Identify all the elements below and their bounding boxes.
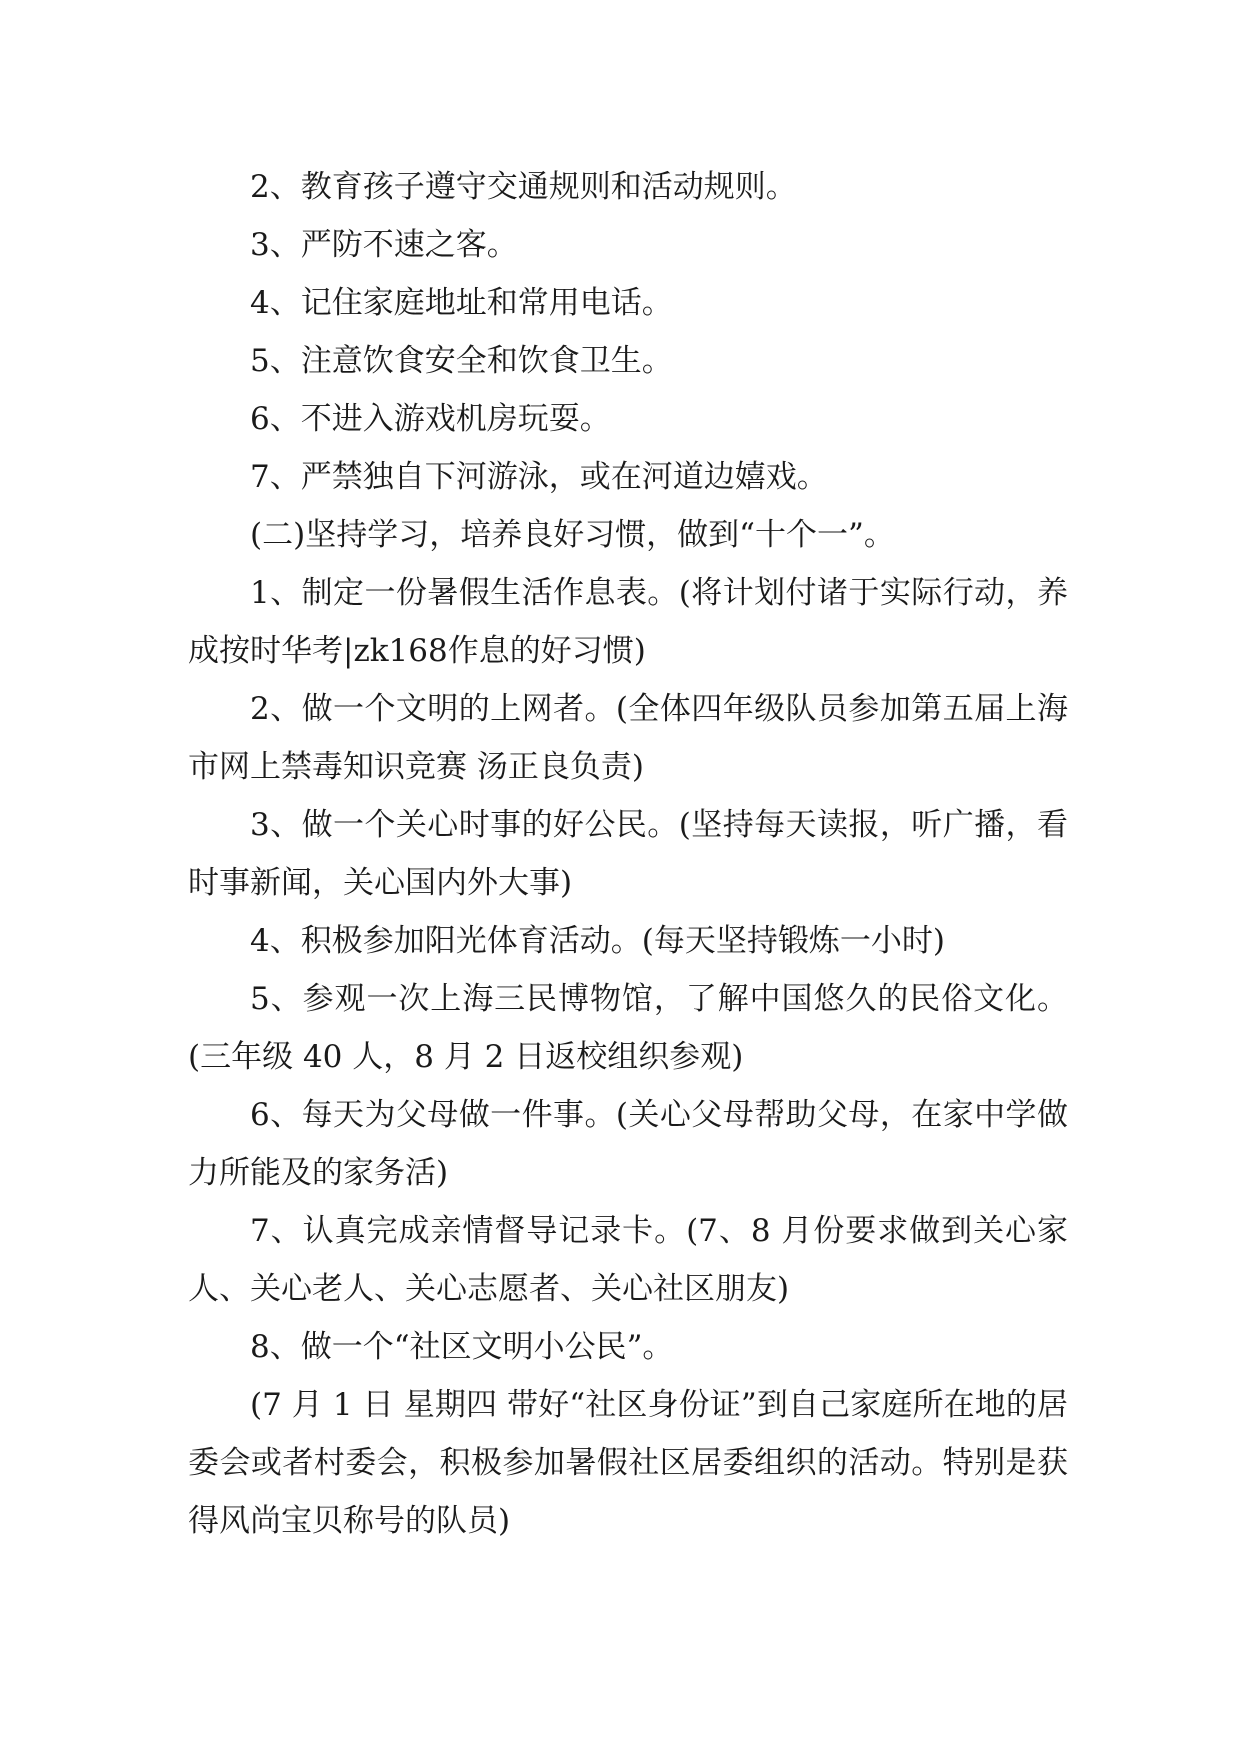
paragraph-community-details: (7 月 1 日 星期四 带好“社区身份证”到自己家庭所在地的居委会或者村委会，积极参加暑假社区居委组织的活动。特别是获得风尚宝贝称号的队员) [188, 1387, 1068, 1539]
paragraph-current-affairs: 3、做一个关心时事的好公民。(坚持每天读报，听广播，看时事新闻，关心国内外大事) [188, 807, 1068, 901]
paragraph-help-parents: 6、每天为父母做一件事。(关心父母帮助父母，在家中学做力所能及的家务活) [188, 1097, 1068, 1191]
paragraph-item-5-food-safety: 5、注意饮食安全和饮食卫生。 [250, 343, 673, 379]
paragraph-community-citizen: 8、做一个“社区文明小公民”。 [250, 1329, 674, 1365]
paragraph-museum: 5、参观一次上海三民博物馆，了解中国悠久的民俗文化。(三年级 40 人，8 月 2 日返校组织参观) [188, 981, 1068, 1075]
document-body [188, 158, 1068, 1550]
paragraph-sports: 4、积极参加阳光体育活动。(每天坚持锻炼一小时) [250, 923, 945, 959]
paragraph-internet: 2、做一个文明的上网者。(全体四年级队员参加第五届上海市网上禁毒知识竞赛 汤正良负责) [188, 691, 1068, 785]
paragraph-item-3-strangers: 3、严防不速之客。 [250, 227, 518, 263]
paragraph-family-record-card: 7、认真完成亲情督导记录卡。(7、8 月份要求做到关心家人、关心老人、关心志愿者、关心社区朋友) [188, 1213, 1068, 1307]
section-heading-study-habits: (二)坚持学习，培养良好习惯，做到“十个一”。 [250, 517, 895, 553]
paragraph-item-7-swimming: 7、严禁独自下河游泳，或在河道边嬉戏。 [250, 459, 828, 495]
paragraph-item-2-traffic-rules: 2、教育孩子遵守交通规则和活动规则。 [250, 169, 797, 205]
paragraph-item-4-home-address: 4、记住家庭地址和常用电话。 [250, 285, 673, 321]
paragraph-schedule: 1、制定一份暑假生活作息表。(将计划付诸于实际行动，养成按时华考|zk168作息的好习惯) [188, 575, 1068, 669]
paragraph-item-6-game-rooms: 6、不进入游戏机房玩耍。 [250, 401, 611, 437]
